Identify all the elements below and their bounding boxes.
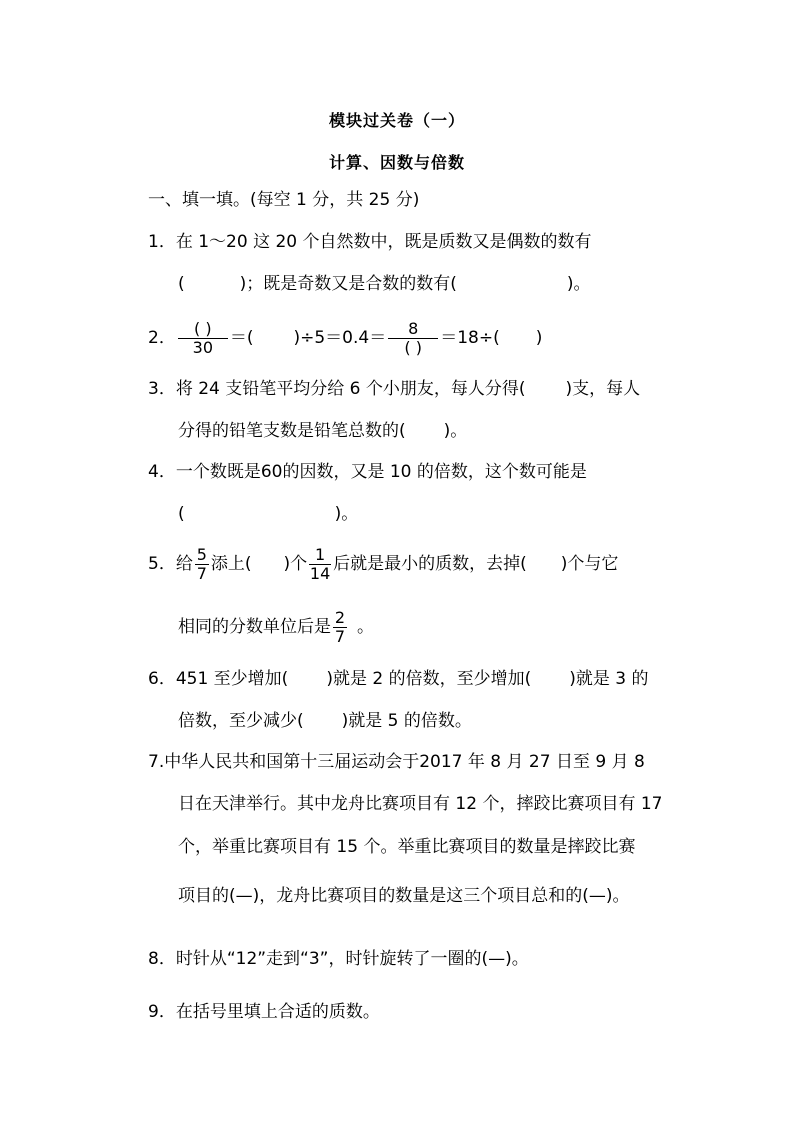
page-subtitle: 计算、因数与倍数 bbox=[328, 153, 465, 172]
q1-text-mid: )；既是奇数又是合数的数有( bbox=[239, 274, 457, 294]
question-6-line-2 bbox=[178, 710, 472, 732]
q5-text-3: 后就是最小的质数，去掉( bbox=[333, 554, 527, 574]
q5-f3-denominator: 7 bbox=[334, 626, 346, 646]
q5-f2-denominator: 14 bbox=[309, 563, 331, 583]
q5-text-4: )个与它 bbox=[560, 554, 619, 574]
q5-f3-numerator: 2 bbox=[334, 607, 346, 627]
question-4-line-2 bbox=[178, 503, 358, 525]
q6-text-4: 倍数，至少减少( bbox=[178, 711, 304, 731]
question-1-line-2 bbox=[178, 273, 591, 295]
question-6-line-1 bbox=[148, 668, 648, 690]
q5-fraction-2-7 bbox=[333, 609, 347, 646]
question-8: 8．时针从“12”走到“3”，时针旋转了一圈的(—)。 bbox=[148, 949, 529, 969]
q5-fraction-1-14 bbox=[309, 546, 331, 583]
q2-frac2-numerator: 8 bbox=[408, 318, 419, 338]
question-7-line-3: 个，举重比赛项目有 15 个。举重比赛项目的数量是摔跤比赛 bbox=[178, 837, 636, 857]
q3-text-3: 分得的铅笔支数是铅笔总数的( bbox=[178, 421, 406, 441]
q2-fraction-2 bbox=[388, 320, 438, 357]
q5-text-5: 相同的分数单位后是 bbox=[178, 617, 331, 637]
question-2 bbox=[148, 318, 542, 358]
q2-text-2: )÷5＝0.4＝ bbox=[293, 328, 387, 348]
q5-f1-denominator: 7 bbox=[196, 563, 207, 583]
question-7-line-2: 日在天津举行。其中龙舟比赛项目有 12 个，摔跤比赛项目有 17 bbox=[178, 794, 663, 814]
q5-f2-numerator: 1 bbox=[315, 544, 326, 564]
question-4-line-1: 4．一个数既是60的因数，又是 10 的倍数，这个数可能是 bbox=[148, 462, 587, 482]
q3-text-4: )。 bbox=[443, 421, 468, 441]
q4-paren-open: ( bbox=[178, 504, 185, 524]
q5-f1-numerator: 5 bbox=[196, 544, 207, 564]
q2-prefix: 2． bbox=[148, 328, 176, 348]
q3-text-1: 3．将 24 支铅笔平均分给 6 个小朋友，每人分得( bbox=[148, 379, 526, 399]
question-9: 9．在括号里填上合适的质数。 bbox=[148, 1002, 380, 1022]
q2-text-end: ) bbox=[535, 328, 543, 348]
question-1-line-1: 1．在 1～20 这 20 个自然数中，既是质数又是偶数的数有 bbox=[148, 232, 592, 252]
q2-text-1: ＝( bbox=[229, 328, 254, 348]
q5-prefix: 5．给 bbox=[148, 554, 193, 574]
question-7-line-1: 7.中华人民共和国第十三届运动会于2017 年 8 月 27 日至 9 月 8 bbox=[148, 752, 645, 772]
q6-text-3: )就是 3 的 bbox=[569, 669, 649, 689]
q2-frac1-numerator: ( ) bbox=[194, 318, 212, 338]
q6-text-2: )就是 2 的倍数，至少增加( bbox=[326, 669, 532, 689]
q4-text-end: )。 bbox=[334, 504, 359, 524]
q5-text-6: 。 bbox=[357, 617, 374, 637]
question-5-line-1 bbox=[148, 544, 618, 584]
q5-fraction-5-7 bbox=[195, 546, 209, 583]
q2-fraction-1 bbox=[178, 320, 228, 357]
q5-text-1: 添上( bbox=[210, 554, 252, 574]
page-title: 模块过关卷（一） bbox=[328, 111, 465, 130]
question-7-line-4: 项目的(—)，龙舟比赛项目的数量是这三个项目总和的(—)。 bbox=[178, 886, 630, 906]
q5-text-2: )个 bbox=[283, 554, 308, 574]
q2-text-3: ＝18÷( bbox=[440, 328, 500, 348]
question-3-line-2 bbox=[178, 420, 467, 442]
q2-frac1-denominator: 30 bbox=[192, 337, 213, 357]
q6-text-1: 6．451 至少增加( bbox=[148, 669, 289, 689]
section-heading: 一、填一填。(每空 1 分，共 25 分) bbox=[148, 190, 420, 210]
q3-text-2: )支，每人 bbox=[565, 379, 641, 399]
question-5-line-2 bbox=[178, 607, 374, 647]
q1-paren-open: ( bbox=[178, 274, 185, 294]
q1-text-end: )。 bbox=[566, 274, 591, 294]
question-3-line-1 bbox=[148, 378, 640, 400]
q2-frac2-denominator: ( ) bbox=[404, 337, 422, 357]
q6-text-5: )就是 5 的倍数。 bbox=[341, 711, 472, 731]
